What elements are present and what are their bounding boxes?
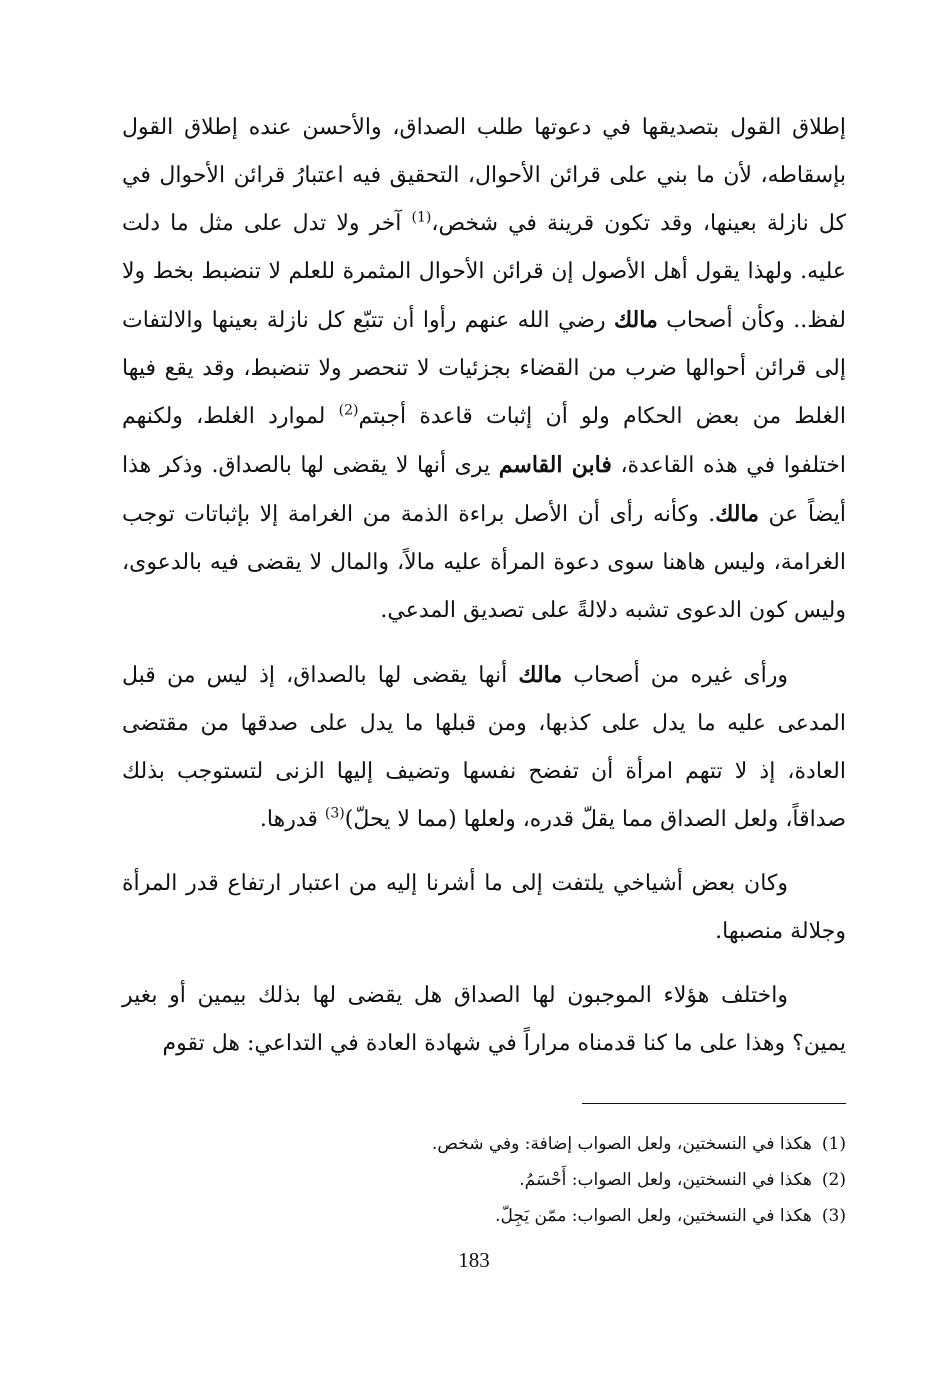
text-segment: أنها يقضى لها بالصداق، إذ ليس من قبل المدعى عليه ما يدل على كذبها، ومن قبلها ما يدل على صدقها من مقتضى العادة، إذ لا تتهم امرأة أن تفضح نفسها وتضيف إليها الزنى لتستوجب بذلك صداقاً، ولعل الصداق مما يقلّ قدره، ولعلها (مما لا يحلّ) bbox=[122, 663, 846, 832]
text-segment: رضي الله عنهم رأوا أن تتبّع كل نازلة بعينها والالتفات إلى قرائن أحوالها ضرب من القضاء بجزئيات لا تنحصر ولا تنضبط، وقد يقع فيها الغلط من بعض الحكام ولو أن إثبات قاعدة أجبتم bbox=[122, 308, 846, 429]
text-segment: وكان بعض أشياخي يلتفت إلى ما أشرنا إليه من اعتبار ارتفاع قدر المرأة وجلالة منصبها. bbox=[122, 871, 846, 944]
paragraph bbox=[122, 651, 846, 844]
footnote bbox=[300, 1126, 846, 1162]
text-segment: . وكأنه رأى أن الأصل براءة الذمة من الغرامة إلا بإثباتات توجب الغرامة، وليس هاهنا سوى دعوة المرأة عليه مالاً، والمال لا يقضى فيه بالدعوى، وليس كون الدعوى تشبه دلالةً على تصديق المدعي. bbox=[122, 502, 846, 623]
bold-name: مالك bbox=[614, 307, 658, 333]
footnote-reference: (2) bbox=[338, 402, 359, 419]
footnote bbox=[300, 1162, 846, 1198]
bold-name: مالك bbox=[518, 662, 563, 688]
text-segment: واختلف هؤلاء الموجبون لها الصداق هل يقضى لها بذلك بيمين أو بغير يمين؟ وهذا على ما كنا قدمناه مراراً في شهادة العادة في التداعي: هل تقوم bbox=[122, 983, 846, 1056]
text-segment: ورأى غيره من أصحاب bbox=[562, 663, 788, 688]
footnote-text: هكذا في النسختين، ولعل الصواب: ممّن يَجِلّ. bbox=[495, 1206, 812, 1226]
main-text bbox=[122, 104, 846, 1068]
footnote-reference: (1) bbox=[411, 209, 432, 226]
text-segment: لموارد الغلط، ولكنهم اختلفوا في هذه القاعدة، bbox=[122, 404, 846, 478]
text-segment: آخر ولا تدل على مثل ما دلت عليه. ولهذا يقول أهل الأصول إن قرائن الأحوال المثمرة للعلم لا تنضبط بخط ولا لفظ.. وكأن أصحاب bbox=[122, 211, 847, 333]
footnote-reference: (3) bbox=[324, 805, 345, 822]
text-segment: قدرها. bbox=[259, 807, 325, 832]
footnote-number: (1) bbox=[821, 1134, 846, 1154]
text-segment: إطلاق القول بتصديقها في دعوتها طلب الصداق، والأحسن عنده إطلاق القول بإسقاطه، لأن ما بني على قرائن الأحوال، التحقيق فيه اعتبارُ قرائن الأحوال في كل نازلة بعينها، وقد تكون قرينة في شخص، bbox=[122, 115, 846, 236]
footnote-text: هكذا في النسختين، ولعل الصواب: أَحْسَمُ. bbox=[519, 1170, 812, 1190]
paragraph bbox=[122, 104, 846, 635]
footnote bbox=[300, 1198, 846, 1234]
footnote-text: هكذا في النسختين، ولعل الصواب إضافة: وفي شخص. bbox=[432, 1134, 812, 1154]
paragraph bbox=[122, 860, 846, 956]
footnote-separator bbox=[582, 1103, 846, 1104]
paragraph bbox=[122, 972, 846, 1068]
text-segment: يرى أنها لا يقضى لها بالصداق. وذكر هذا أيضاً عن bbox=[122, 453, 846, 527]
bold-name: فابن القاسم bbox=[498, 452, 612, 478]
footnotes bbox=[300, 1126, 846, 1234]
page-number: 183 bbox=[458, 1248, 490, 1272]
footnote-number: (2) bbox=[821, 1170, 846, 1190]
footnote-number: (3) bbox=[821, 1206, 846, 1226]
bold-name: مالك bbox=[715, 501, 759, 527]
